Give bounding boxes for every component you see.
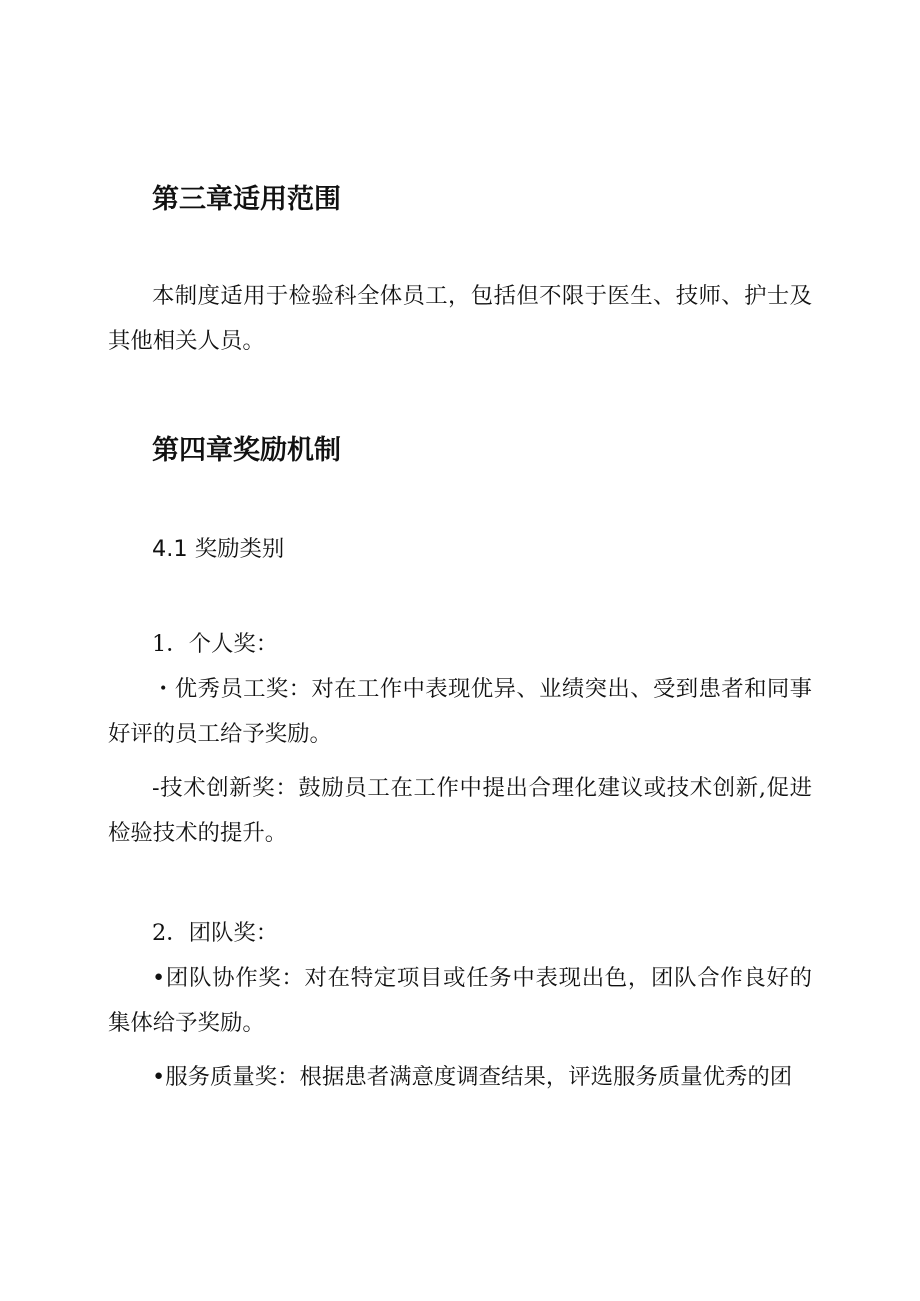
chapter-3-body: 本制度适用于检验科全体员工，包括但不限于医生、技师、护士及其他相关人员。: [108, 283, 812, 354]
chapter-3-title: 第三章适用范围: [152, 184, 341, 215]
individual-award-item-tech-innovation: -技术创新奖：鼓励员工在工作中提出合理化建议或技术创新,促进检验技术的提升。: [108, 775, 812, 846]
team-award-item-collaboration: •团队协作奖：对在特定项目或任务中表现出色，团队合作良好的集体给予奖励。: [108, 965, 812, 1036]
team-award-item-service-quality: •服务质量奖：根据患者满意度调查结果，评选服务质量优秀的团: [152, 1064, 793, 1090]
team-award-heading: 2．团队奖：: [152, 920, 279, 946]
section-4-1-heading: 4.1 奖励类别: [152, 536, 285, 562]
individual-award-heading: 1．个人奖：: [152, 631, 279, 657]
individual-award-item-excellent-employee: ・优秀员工奖：对在工作中表现优异、业绩突出、受到患者和同事好评的员工给予奖励。: [108, 676, 812, 747]
chapter-4-title: 第四章奖励机制: [152, 435, 341, 466]
